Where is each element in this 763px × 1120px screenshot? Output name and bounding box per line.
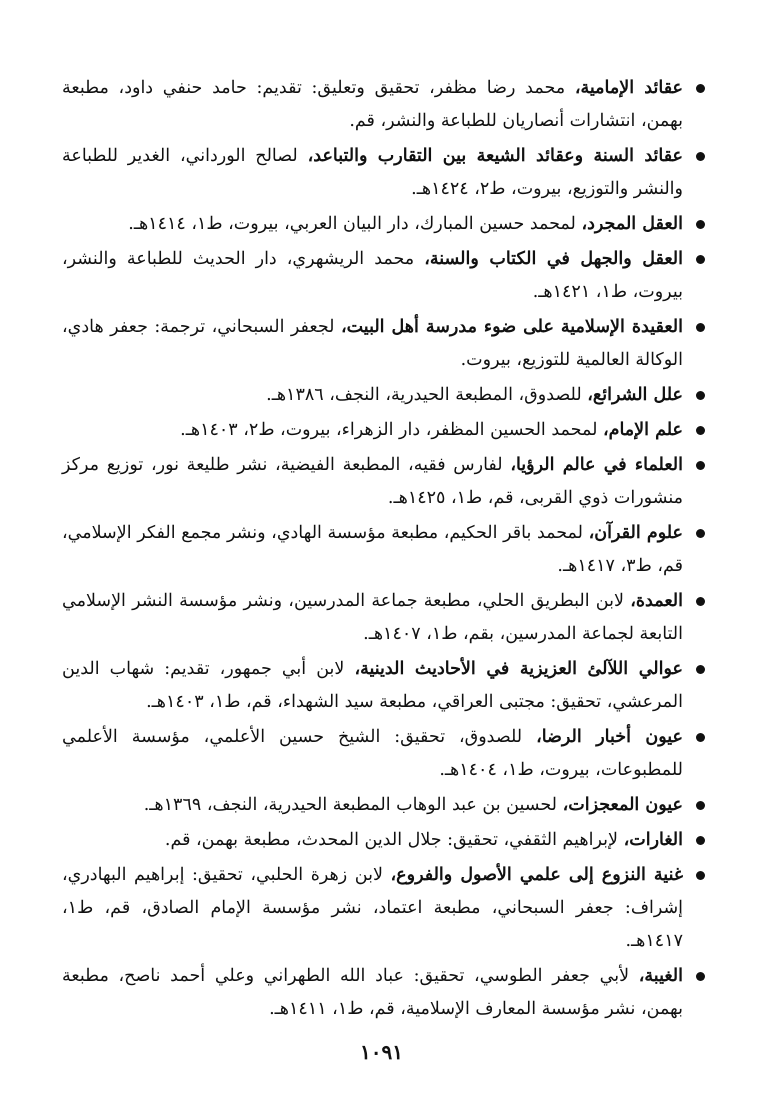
entry-details: لمحمد حسين المبارك، دار البيان العربي، بيروت، ط١، ١٤١٤هـ. [128, 214, 582, 234]
bullet-icon [696, 665, 705, 674]
entry-title: العقيدة الإسلامية على ضوء مدرسة أهل البيت، [340, 317, 683, 337]
bullet-icon [696, 220, 705, 229]
bullet-icon [696, 972, 705, 981]
entry-title: الغارات، [623, 830, 683, 850]
bullet-icon [696, 529, 705, 538]
entry-title: عوالي اللآلئ العزيزية في الأحاديث الدينية، [354, 659, 683, 679]
entry-details: لابن زهرة الحلبي، تحقيق: إبراهيم البهادري، إشراف: جعفر السبحاني، مطبعة اعتماد، نشر مؤسسة الإمام الصادق، قم، ط١، ١٤١٧هـ. [62, 865, 683, 951]
entry-details: لحسين بن عبد الوهاب المطبعة الحيدرية، النجف، ١٣٦٩هـ. [143, 795, 563, 815]
entry-details: لجعفر السبحاني، ترجمة: جعفر هادي، الوكالة العالمية للتوزيع، بيروت. [62, 317, 683, 370]
entry-title: علل الشرائع، [587, 385, 683, 405]
entry-details: للصدوق، المطبعة الحيدرية، النجف، ١٣٨٦هـ. [266, 385, 588, 405]
entry-title: العقل المجرد، [581, 214, 683, 234]
bullet-icon [696, 733, 705, 742]
entry-title: عيون أخبار الرضا، [536, 727, 684, 747]
bullet-icon [696, 152, 705, 161]
bibliography-entry [62, 960, 705, 1026]
entry-details: لمحمد باقر الحكيم، مطبعة مؤسسة الهادي، ونشر مجمع الفكر الإسلامي، قم، ط٣، ١٤١٧هـ. [62, 523, 683, 576]
bibliography-entry [62, 72, 705, 138]
entry-details: لصالح الورداني، الغدير للطباعة والنشر والتوزيع، بيروت، ط٢، ١٤٢٤هـ. [62, 146, 683, 199]
entry-title: علوم القرآن، [588, 523, 683, 543]
bibliography-entry [62, 585, 705, 651]
entry-details: لفارس فقيه، المطبعة الفيضية، نشر طليعة نور، توزيع مركز منشورات ذوي القربى، قم، ط١، ١٤٢٥هـ. [62, 455, 683, 508]
entry-title: علم الإمام، [602, 420, 683, 440]
bullet-icon [696, 255, 705, 264]
bibliography-entry [62, 653, 705, 719]
bibliography-entry [62, 721, 705, 787]
bibliography-entry [62, 311, 705, 377]
bibliography-entry [62, 789, 705, 822]
entry-details: للصدوق، تحقيق: الشيخ حسين الأعلمي، مؤسسة الأعلمي للمطبوعات، بيروت، ط١، ١٤٠٤هـ. [62, 727, 683, 780]
bibliography-entry [62, 859, 705, 958]
bibliography-entry [62, 379, 705, 412]
bibliography-entry [62, 414, 705, 447]
bibliography-entry [62, 449, 705, 515]
bibliography-entry [62, 517, 705, 583]
entry-details: لإبراهيم الثقفي، تحقيق: جلال الدين المحدث، مطبعة بهمن، قم. [164, 830, 624, 850]
entry-title: العمدة، [630, 591, 683, 611]
entry-title: الغيبة، [638, 966, 683, 986]
entry-details: لأبي جعفر الطوسي، تحقيق: عباد الله الطهراني وعلي أحمد ناصح، مطبعة بهمن، نشر مؤسسة المعارف الإسلامية، قم، ط١، ١٤١١هـ. [62, 966, 683, 1019]
entry-details: لابن البطريق الحلي، مطبعة جماعة المدرسين، ونشر مؤسسة النشر الإسلامي التابعة لجماعة المدرسين، بقم، ط١، ١٤٠٧هـ. [62, 591, 683, 644]
entry-details: محمد رضا مظفر، تحقيق وتعليق: تقديم: حامد حنفي داود، مطبعة بهمن، انتشارات أنصاريان للطباعة والنشر، قم. [62, 78, 683, 131]
bibliography-entry [62, 824, 705, 857]
entry-details: لمحمد الحسين المظفر، دار الزهراء، بيروت، ط٢، ١٤٠٣هـ. [180, 420, 603, 440]
bibliography-entry [62, 140, 705, 206]
bibliography-page [62, 72, 705, 1120]
bullet-icon [696, 391, 705, 400]
bullet-icon [696, 84, 705, 93]
bullet-icon [696, 426, 705, 435]
bullet-icon [696, 836, 705, 845]
bibliography-entry [62, 243, 705, 309]
page-number: ١٠٩١ [360, 1040, 403, 1064]
bullet-icon [696, 871, 705, 880]
entry-details: محمد الريشهري، دار الحديث للطباعة والنشر، بيروت، ط١، ١٤٢١هـ. [62, 249, 683, 302]
entry-title: عقائد السنة وعقائد الشيعة بين التقارب والتباعد، [307, 146, 683, 166]
entry-title: العلماء في عالم الرؤيا، [510, 455, 683, 475]
bibliography-entry [62, 208, 705, 241]
bibliography-list [62, 72, 705, 1026]
entry-details: لابن أبي جمهور، تقديم: شهاب الدين المرعشي، تحقيق: مجتبى العراقي، مطبعة سيد الشهداء، قم، ط١، ١٤٠٣هـ. [62, 659, 683, 712]
bullet-icon [696, 323, 705, 332]
entry-title: غنية النزوع إلى علمي الأصول والفروع، [390, 865, 683, 885]
bullet-icon [696, 597, 705, 606]
bullet-icon [696, 801, 705, 810]
entry-title: عقائد الإمامية، [574, 78, 683, 98]
entry-title: العقل والجهل في الكتاب والسنة، [424, 249, 683, 269]
entry-title: عيون المعجزات، [562, 795, 683, 815]
bullet-icon [696, 461, 705, 470]
